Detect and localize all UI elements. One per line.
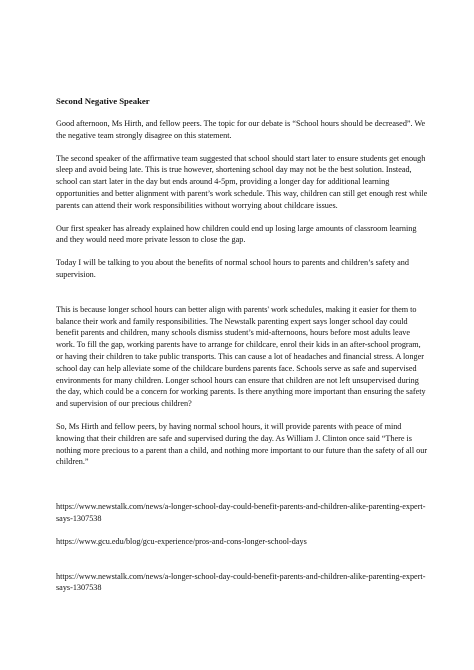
paragraph-conclusion: So, Ms Hirth and fellow peers, by having normal school hours, it will provide parents with peace of mind knowing that their children are safe and supervised during the day. As William J. Clinton once said “There is nothing more precious to a parent than a child, and nothing more important to our future than the safety of all our children.” — [56, 421, 428, 467]
document-title: Second Negative Speaker — [56, 96, 150, 106]
paragraph-intro: Good afternoon, Ms Hirth, and fellow peers. The topic for our debate is “School hours should be decreased”. We the negative team strongly disagree on this statement. — [56, 119, 426, 140]
paragraph-rebuttal: The second speaker of the affirmative team suggested that school should start later to ensure students get enough sleep and avoid being late. This is true however, shortening school day may not be the best solution. Instead, school can start later in the day but ends around 4-5pm, providing a longer day for additional learning opportunities and better alignment with parent’s work schedule. This way, children can still get enough rest while parents can attend their work responsibilities without worrying about childcare issues. — [56, 153, 428, 210]
blank-line — [56, 292, 428, 304]
paragraph-topic-preview: Today I will be talking to you about the benefits of normal school hours to parents and children’s safety and supervision. — [56, 258, 409, 279]
paragraph-first-speaker-recap: Our first speaker has already explained how children could end up losing large amounts of classroom learning and they would need more private lesson to close the gap. — [56, 223, 417, 245]
paragraph-main-argument: This is because longer school hours can better align with parents' work schedules, making it easier for them to balance their work and family responsibilities. The Newstalk parenting expert says longer school day could benefit parents and children, many schools dismiss student’s mid-afternoons, hours before most adults leave work. To fill the gap, working parents have to arrange for childcare, enrol their kids in an after-school program, or having their children to take public transports. This can cause a lot of headaches and financial stress. A longer school day can help alleviate some of the childcare burdens parents face. Schools serve as safe and supervised environments for many children. Longer school hours can ensure that children are not left unsupervised during the day, which could be a concern for working parents. Is there anything more important than ensuring the safety and supervision of our precious children? — [56, 304, 426, 409]
references-list — [56, 501, 428, 594]
reference-link-1[interactable]: https://www.newstalk.com/news/a-longer-school-day-could-benefit-parents-and-children-alike-parenting-expert-says-1307538 — [56, 502, 426, 523]
blank-line — [56, 559, 428, 571]
document-body — [56, 95, 428, 605]
reference-link-2[interactable]: https://www.gcu.edu/blog/gcu-experience/pros-and-cons-longer-school-days — [56, 536, 307, 546]
blank-line — [56, 479, 428, 501]
reference-link-3[interactable]: https://www.newstalk.com/news/a-longer-school-day-could-benefit-parents-and-children-alike-parenting-expert-says-1307538 — [56, 571, 426, 593]
